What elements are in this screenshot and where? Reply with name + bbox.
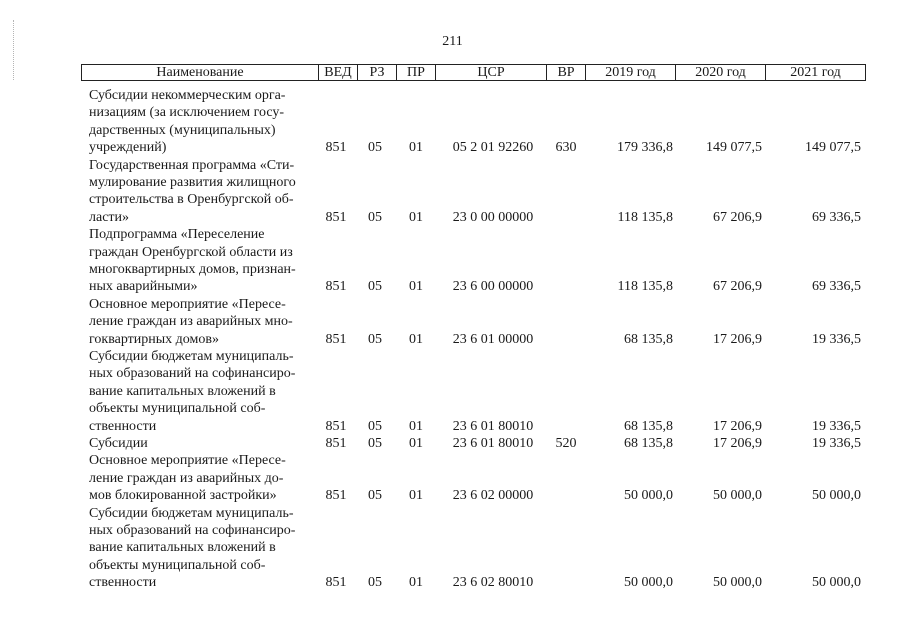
row-name-line: ление граждан из аварийных до- [89,470,284,486]
row-name [89,505,321,592]
cell-y2021: 149 077,5 [805,140,861,156]
cell-y2019: 50 000,0 [624,575,673,591]
row-name-line: Государственная программа «Сти- [89,157,295,173]
cell-ved: 851 [325,209,347,225]
header-2020: 2020 год [695,65,746,80]
cell-rz: 05 [368,418,382,434]
row-name-line: ление граждан из аварийных мно- [89,314,293,330]
row-name [89,226,321,296]
table-header [81,64,866,81]
header-csr: ЦСР [477,65,505,80]
cell-y2019: 118 135,8 [617,279,673,295]
row-name-line: Основное мероприятие «Пересе- [89,453,286,469]
cell-y2021: 19 336,5 [812,436,861,451]
header-ved: ВЕД [324,65,352,80]
cell-y2020: 17 206,9 [713,436,762,451]
cell-y2021: 19 336,5 [812,418,861,434]
row-name-line: многоквартирных домов, признан- [89,261,296,277]
row-name-line: Подпрограмма «Переселение [89,227,265,243]
row-name-line: дарственных (муниципальных) [89,122,276,138]
row-name-line: мулирование развития жилищного [89,174,296,190]
cell-y2020: 50 000,0 [713,488,762,504]
cell-y2019: 50 000,0 [624,488,673,504]
margin-binding-dots [13,20,15,80]
row-name-line: ных образований на софинансиро- [89,522,296,538]
row-name-line: объекты муниципальной соб- [89,401,266,417]
cell-csr: 23 6 01 00000 [452,331,534,347]
row-name [89,157,321,227]
cell-csr: 23 0 00 00000 [452,209,534,225]
row-name [89,296,321,348]
cell-ved: 851 [325,488,347,504]
cell-y2021: 50 000,0 [812,488,861,504]
row-name-line: ных образований на софинансиро- [89,366,296,382]
header-rz: РЗ [369,65,385,80]
cell-y2019: 179 336,8 [617,140,673,156]
cell-y2021: 69 336,5 [812,279,861,295]
cell-rz: 05 [368,209,382,225]
row-name [89,87,321,157]
row-name [89,452,321,504]
row-name-line: объекты муниципальной соб- [89,557,266,573]
header-pr: ПР [407,65,425,80]
header-2021: 2021 год [790,65,841,80]
row-name-line: Основное мероприятие «Пересе- [89,296,286,312]
row-name-line: мов блокированной застройки» [89,488,277,504]
cell-ved: 851 [325,418,347,434]
cell-rz: 05 [368,279,382,295]
cell-vr: 520 [555,436,577,451]
cell-csr: 23 6 01 80010 [452,418,534,434]
cell-y2020: 67 206,9 [713,209,762,225]
row-name-line: строительства в Оренбургской об- [89,192,294,208]
cell-rz: 05 [368,488,382,504]
cell-ved: 851 [325,140,347,156]
cell-pr: 01 [409,418,423,434]
row-name-line: Субсидии бюджетам муниципаль- [89,505,294,521]
cell-y2021: 69 336,5 [812,209,861,225]
cell-ved: 851 [325,331,347,347]
cell-pr: 01 [409,140,423,156]
cell-csr: 23 6 02 00000 [452,488,534,504]
cell-pr: 01 [409,436,423,451]
cell-y2020: 17 206,9 [713,331,762,347]
row-name [89,435,321,452]
row-name-line: ласти» [89,209,130,225]
cell-rz: 05 [368,575,382,591]
cell-csr: 05 2 01 92260 [452,140,534,156]
cell-y2019: 118 135,8 [617,209,673,225]
row-name [89,348,321,435]
row-name-line: гоквартирных домов» [89,331,219,347]
row-name-line: Субсидии бюджетам муниципаль- [89,349,294,364]
cell-rz: 05 [368,331,382,347]
cell-csr: 23 6 00 00000 [452,279,534,295]
row-name-line: Субсидии [89,436,148,451]
cell-pr: 01 [409,279,423,295]
row-name-line: граждан Оренбургской области из [89,244,293,260]
cell-pr: 01 [409,575,423,591]
row-name-line: учреждений) [89,140,167,156]
cell-y2021: 50 000,0 [812,575,861,591]
row-name-line: вание капитальных вложений в [89,540,276,556]
header-name: Наименование [156,65,244,80]
cell-pr: 01 [409,488,423,504]
cell-ved: 851 [325,575,347,591]
row-name-line: ных аварийными» [89,279,198,295]
cell-y2019: 68 135,8 [624,418,673,434]
cell-pr: 01 [409,331,423,347]
cell-y2020: 67 206,9 [713,279,762,295]
row-name-line: низациям (за исключением госу- [89,105,285,121]
cell-rz: 05 [368,436,382,451]
row-name-line: ственности [89,575,157,591]
cell-csr: 23 6 02 80010 [452,575,534,591]
row-name-line: Субсидии некоммерческим орга- [89,88,286,103]
cell-ved: 851 [325,279,347,295]
cell-y2021: 19 336,5 [812,331,861,347]
row-name-line: вание капитальных вложений в [89,383,276,399]
cell-vr: 630 [555,140,577,156]
cell-y2020: 17 206,9 [713,418,762,434]
cell-y2020: 149 077,5 [706,140,762,156]
cell-y2019: 68 135,8 [624,436,673,451]
cell-pr: 01 [409,209,423,225]
page-number: 211 [442,34,463,49]
cell-rz: 05 [368,140,382,156]
header-vr: ВР [557,65,575,80]
header-2019: 2019 год [605,65,656,80]
cell-csr: 23 6 01 80010 [452,436,534,451]
cell-ved: 851 [325,436,347,451]
cell-y2019: 68 135,8 [624,331,673,347]
row-name-line: ственности [89,418,157,434]
cell-y2020: 50 000,0 [713,575,762,591]
